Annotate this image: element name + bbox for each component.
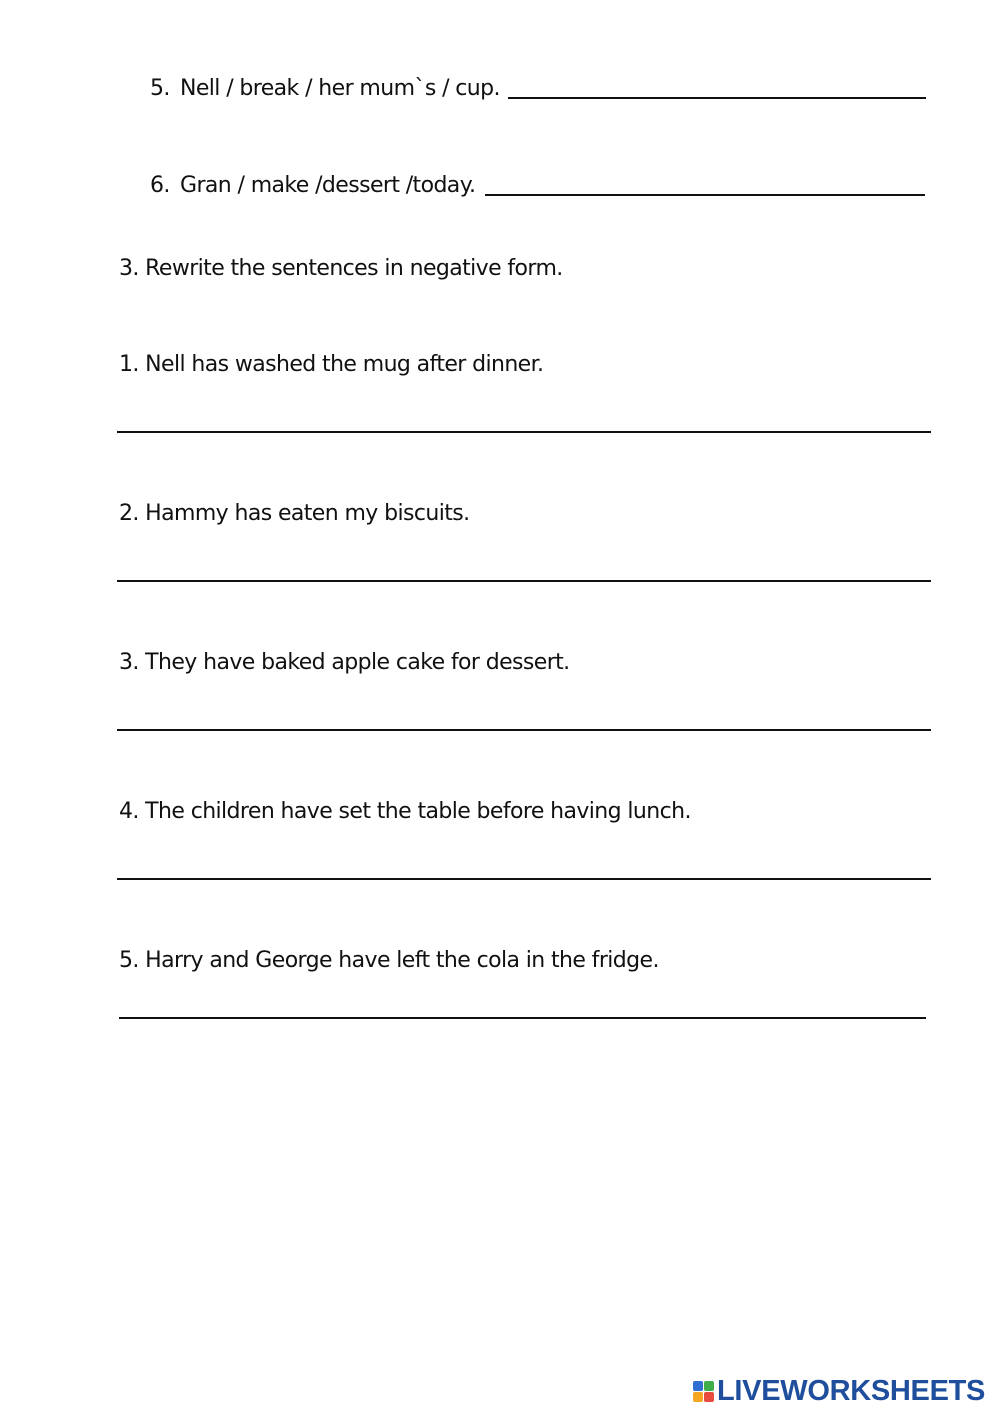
logo-text: LIVEWORKSHEETS xyxy=(717,1374,986,1407)
answer-input-3-5[interactable] xyxy=(119,984,926,1016)
item-number: 5. xyxy=(150,76,170,101)
answer-input-2-5[interactable] xyxy=(508,72,926,98)
answer-input-3-3[interactable] xyxy=(117,696,931,728)
exercise-3-sentence-5: 5. Harry and George have left the cola in the fridge. xyxy=(119,948,659,973)
item-prompt: Gran / make /dessert /today. xyxy=(180,173,476,198)
answer-line xyxy=(117,729,931,731)
exercise-2-item-5 xyxy=(150,78,500,100)
logo-square xyxy=(693,1381,703,1391)
liveworksheets-logo-icon xyxy=(693,1381,714,1402)
answer-line xyxy=(485,194,925,196)
answer-line xyxy=(117,580,931,582)
item-prompt: Nell / break / her mum`s / cup. xyxy=(180,76,500,101)
logo-square xyxy=(704,1381,714,1391)
exercise-3-sentence-3: 3. They have baked apple cake for dessert. xyxy=(119,650,570,675)
answer-line xyxy=(117,878,931,880)
liveworksheets-logo xyxy=(693,1376,985,1406)
exercise-2-item-6 xyxy=(150,175,475,197)
answer-input-3-1[interactable] xyxy=(117,398,931,430)
exercise-3-heading: 3. Rewrite the sentences in negative form. xyxy=(119,256,563,281)
answer-line xyxy=(117,431,931,433)
answer-input-3-2[interactable] xyxy=(117,547,931,579)
exercise-3-sentence-1: 1. Nell has washed the mug after dinner. xyxy=(119,352,544,377)
answer-line xyxy=(508,97,926,99)
answer-input-3-4[interactable] xyxy=(117,845,931,877)
answer-line xyxy=(119,1017,926,1019)
answer-input-2-6[interactable] xyxy=(485,169,925,195)
exercise-3-sentence-4: 4. The children have set the table before having lunch. xyxy=(119,799,691,824)
exercise-3-sentence-2: 2. Hammy has eaten my biscuits. xyxy=(119,501,470,526)
logo-square xyxy=(693,1392,703,1402)
item-number: 6. xyxy=(150,173,170,198)
logo-square xyxy=(704,1392,714,1402)
